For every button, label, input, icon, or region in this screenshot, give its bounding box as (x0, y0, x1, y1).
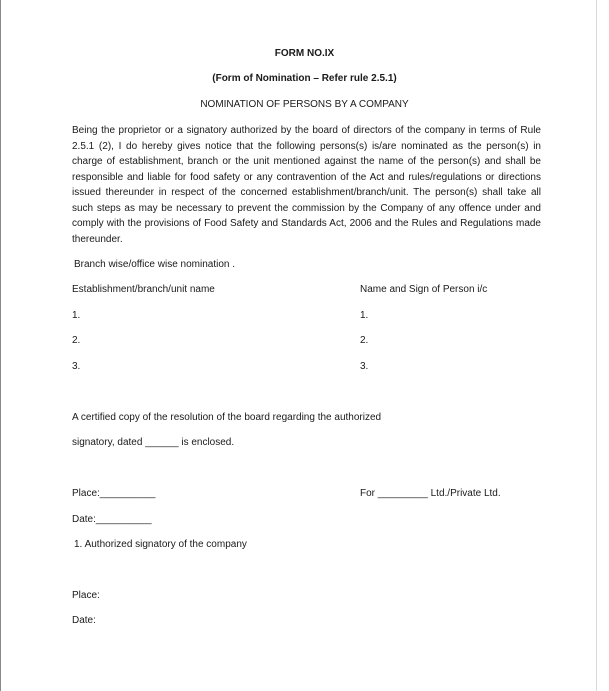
person-item-2: 2. (360, 335, 369, 346)
form-heading: NOMINATION OF PERSONS BY A COMPANY (200, 99, 409, 110)
authorized-signatory-label: 1. Authorized signatory of the company (74, 539, 247, 550)
nomination-paragraph: Being the proprietor or a signatory authorized by the board of directors of the company in terms of Rule 2.5.1 (2), I do hereby gives notice that the following persons(s) is/are nominated as the person(s) in charge of establishment, branch or the unit mentioned against the name of the person(s) and shall be responsible and liable for food safety or any contravention of the Act and rules/regulations or directions issued thereunder in respect of the concerned establishment/branch/unit. The person(s) shall take all such steps as may be necessary to prevent the commission by the Company of any offence under and comply with the provisions of Food Safety and Standards Act, 2006 and the Rules and Regulations made thereunder. (72, 125, 541, 245)
establishment-item-1: 1. (72, 310, 81, 321)
person-item-1: 1. (360, 310, 369, 321)
certified-copy-line-1: A certified copy of the resolution of the board regarding the authorized (72, 412, 382, 423)
person-item-3: 3. (360, 361, 369, 372)
date-field-2: Date: (72, 615, 96, 626)
establishment-item-3: 3. (72, 361, 81, 372)
form-title: FORM NO.IX (274, 48, 335, 59)
branch-nomination-label: Branch wise/office wise nomination . (74, 259, 236, 270)
establishment-item-2: 2. (72, 335, 81, 346)
place-field-2: Place: (72, 590, 100, 601)
person-column-header: Name and Sign of Person i/c (360, 284, 488, 295)
date-field-1: Date:__________ (72, 514, 152, 525)
form-subtitle: (Form of Nomination – Refer rule 2.5.1) (212, 73, 397, 84)
for-company-line: For _________ Ltd./Private Ltd. (360, 488, 501, 499)
certified-copy-line-2: signatory, dated ______ is enclosed. (72, 437, 235, 448)
place-field-1: Place:__________ (72, 488, 156, 499)
establishment-column-header: Establishment/branch/unit name (72, 284, 215, 295)
